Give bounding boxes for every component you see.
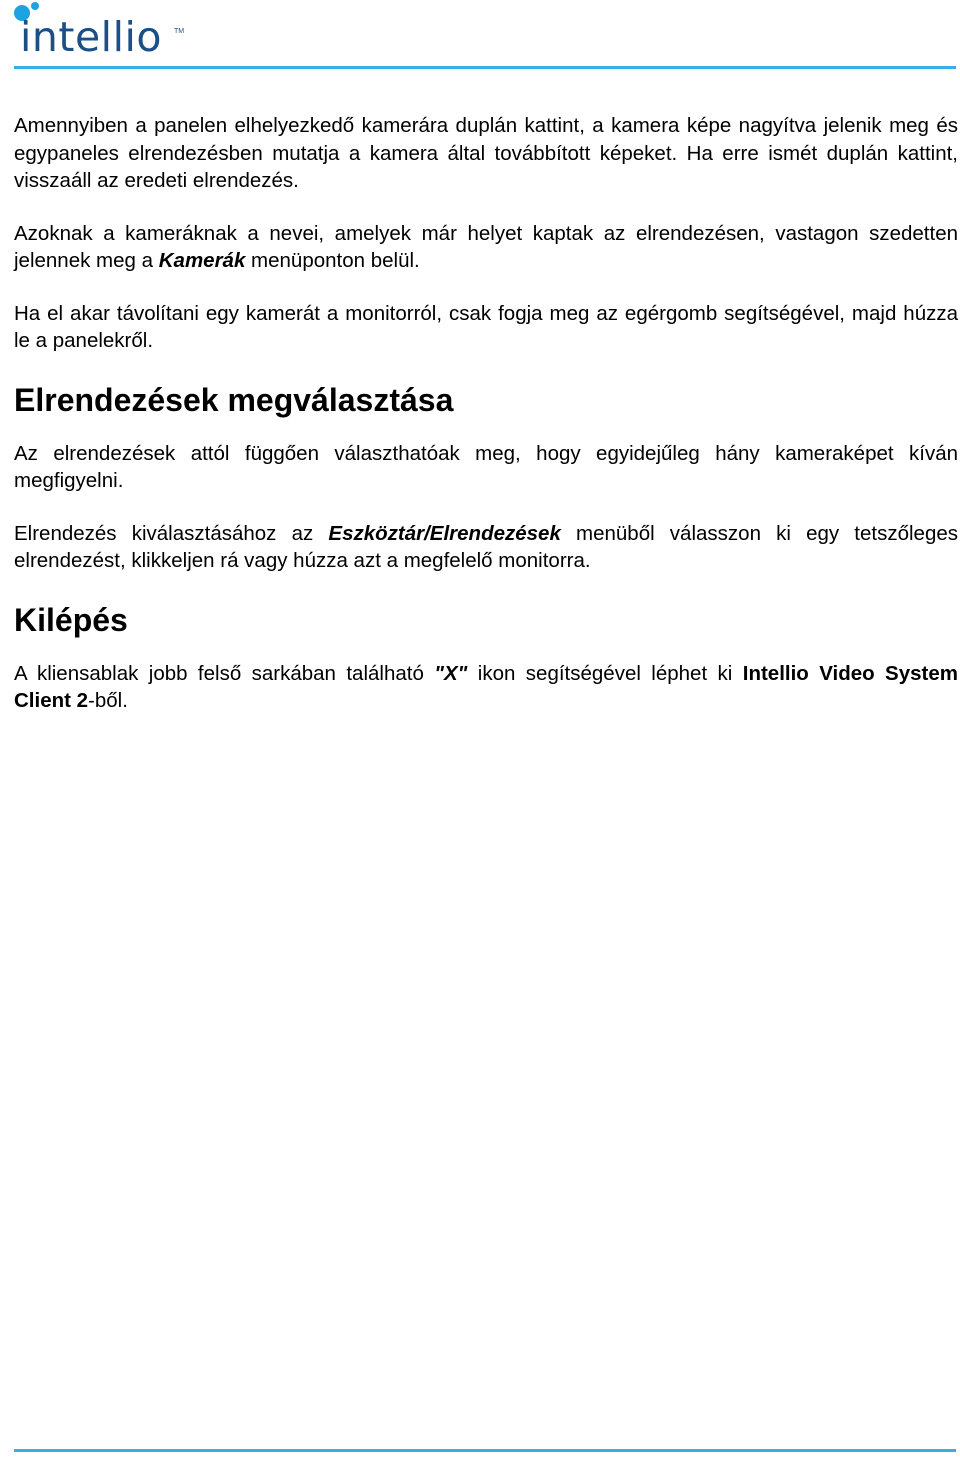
paragraph-remove-camera: Ha el akar távolítani egy kamerát a monitorról, csak fogja meg az egérgomb segítségével, majd húzza le a panelekről. [14,301,958,352]
document-body [14,112,958,740]
menu-name-kamerak: Kamerák [158,249,246,272]
intellio-logo [14,2,184,64]
header-rule [14,66,956,69]
paragraph-exit-text-3: -ből. [88,689,128,712]
close-x-label: "X" [434,661,468,685]
paragraph-camera-names-text-1: Azoknak a kameráknak a nevei, amelyek már helyet kaptak az elrendezésen, vastagon szedetten jelennek meg a [14,221,958,272]
paragraph-camera-names [14,220,958,275]
paragraph-layouts-intro: Az elrendezések attól függően választhatóak meg, hogy egyidejűleg hány kameraképet kíván megfigyelni. [14,441,958,492]
heading-exit: Kilépés [14,601,128,638]
logo-dot-small [31,2,39,10]
paragraph-exit-text-2: ikon segítségével léphet ki [467,661,743,685]
logo-trademark: TM [174,28,185,35]
heading-layouts: Elrendezések megválasztása [14,381,454,418]
paragraph-exit [14,660,958,715]
menu-path-eszkoztar-elrendezesek: Eszköztár/Elrendezések [328,521,561,545]
product-name: Intellio Video System Client 2 [14,661,958,712]
paragraph-layouts-select-text-1: Elrendezés kiválasztásához az [14,521,329,545]
footer-rule [14,1449,956,1452]
paragraph-layouts-select [14,520,958,575]
paragraph-camera-names-text-2: menüponton belül. [245,249,420,272]
paragraph-layouts-select-text-2: menüből válasszon ki egy tetszőleges elrendezést, klikkeljen rá vagy húzza azt a megfelelő monitorra. [14,521,958,572]
paragraph-exit-text-1: A kliensablak jobb felső sarkában található [14,661,435,685]
logo-wordmark: intellio [20,13,162,61]
paragraph-double-click: Amennyiben a panelen elhelyezkedő kamerára duplán kattint, a kamera képe nagyítva jelenik meg és egypaneles elrendezésben mutatja a kamera által továbbított képeket. Ha erre ismét duplán kattint, visszaáll az eredeti elrendezés. [14,114,958,192]
